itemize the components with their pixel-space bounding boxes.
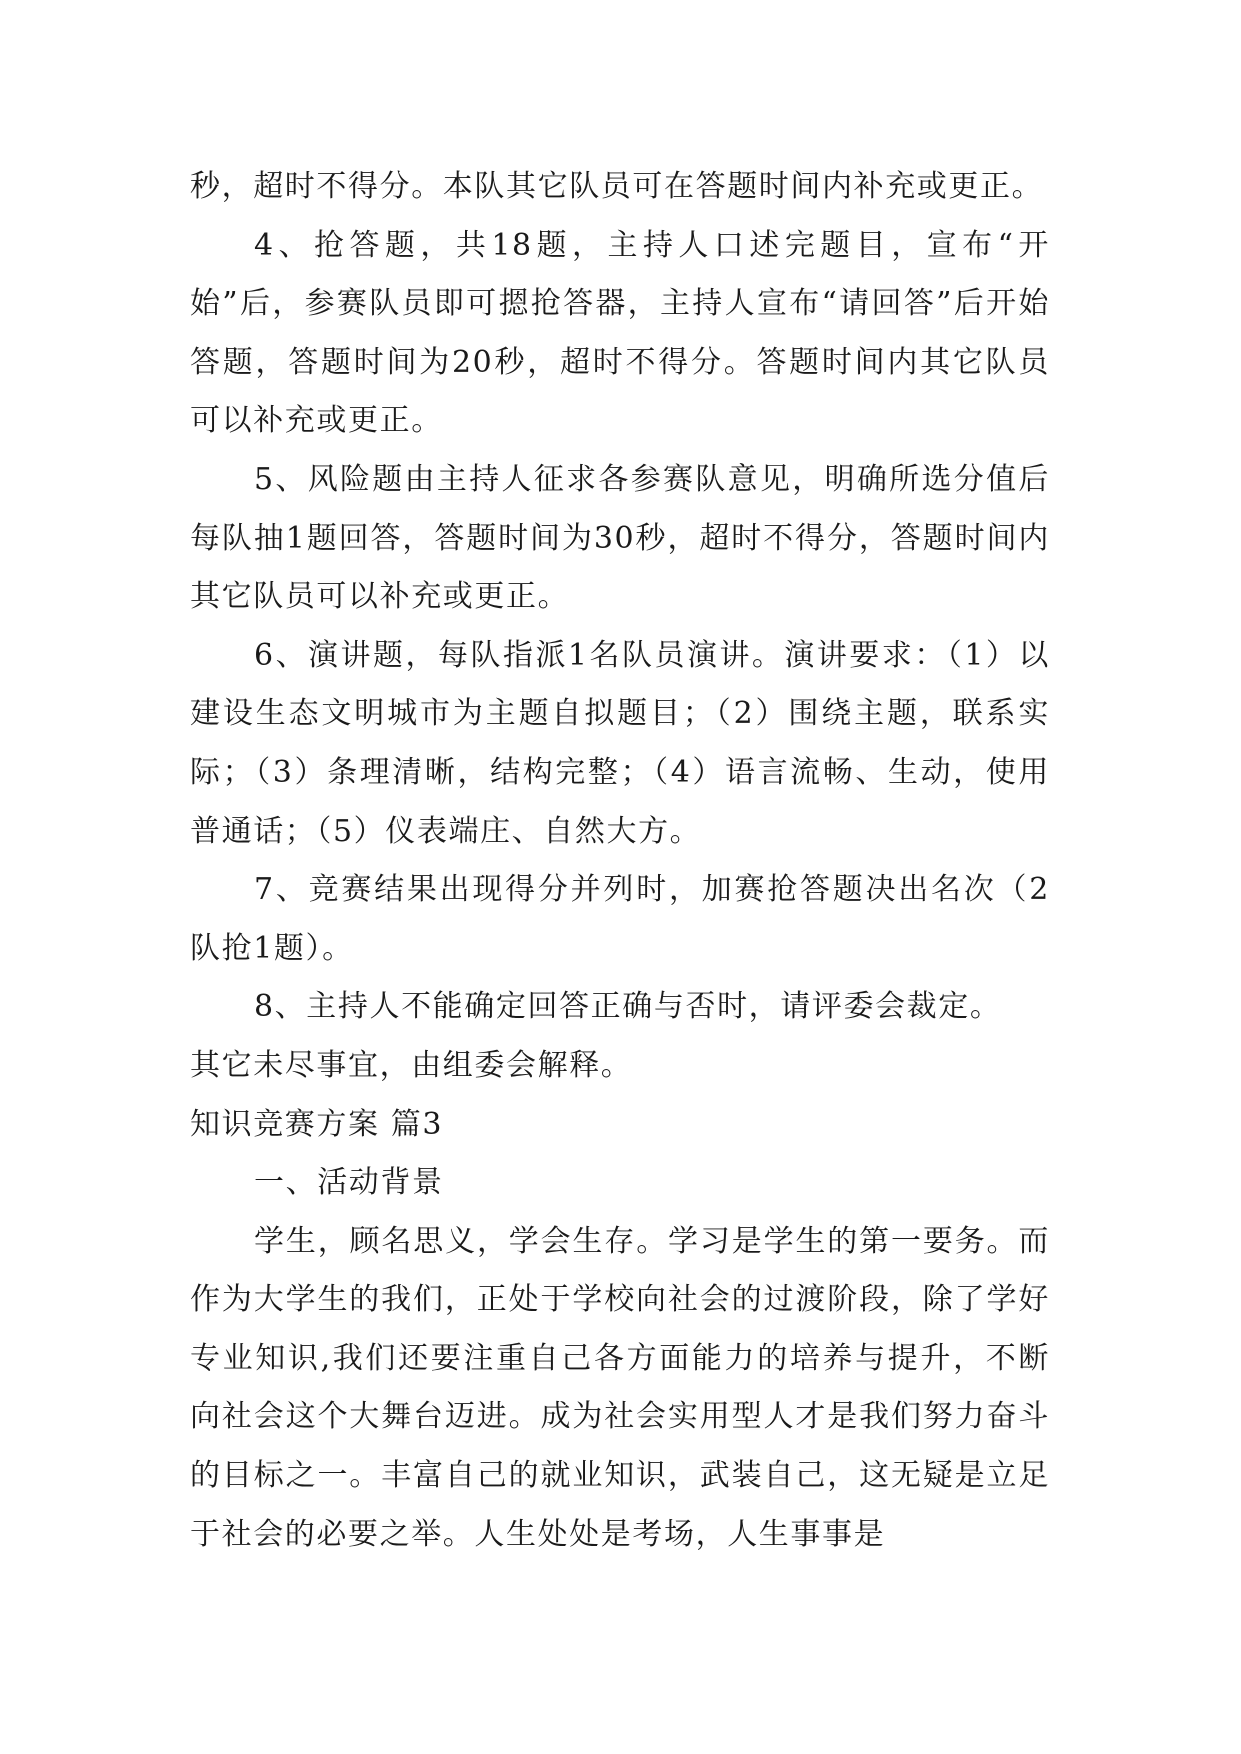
- paragraph-rule-5: 5、风险题由主持人征求各参赛队意见，明确所选分值后每队抽1题回答，答题时间为30秒，超时不得分，答题时间内其它队员可以补充或更正。: [190, 461, 1050, 615]
- paragraph-other-matters: 其它未尽事宜，由组委会解释。: [190, 1047, 633, 1083]
- paragraph-rule-6: 6、演讲题，每队指派1名队员演讲。演讲要求：（1）以建设生态文明城市为主题自拟题目；（2）围绕主题，联系实际；（3）条理清晰，结构完整；（4）语言流畅、生动，使用普通话；（5）仪表端庄、自然大方。: [190, 637, 1050, 849]
- paragraph-activity-background: 学生，顾名思义，学会生存。学习是学生的第一要务。而作为大学生的我们，正处于学校向社会的过渡阶段，除了学好专业知识,我们还要注重自己各方面能力的培养与提升，不断向社会这个大舞台迈进。成为社会实用型人才是我们努力奋斗的目标之一。丰富自己的就业知识，武装自己，这无疑是立足于社会的必要之举。人生处处是考场，人生事事是: [190, 1223, 1050, 1552]
- paragraph-rule-8: 8、主持人不能确定回答正确与否时，请评委会裁定。: [254, 989, 1002, 1025]
- paragraph-rule-3-continuation: 秒，超时不得分。本队其它队员可在答题时间内补充或更正。: [190, 169, 1044, 204]
- section-subheading: 一、活动背景: [254, 1165, 444, 1201]
- paragraph-rule-4: 4、抢答题，共18题，主持人口述完题目，宣布“开始”后，参赛队员即可摁抢答器，主持人宣布“请回答”后开始答题，答题时间为20秒，超时不得分。答题时间内其它队员可以补充或更正。: [190, 227, 1050, 439]
- document-body: [190, 158, 1050, 1564]
- paragraph-rule-7: 7、竞赛结果出现得分并列时，加赛抢答题决出名次（2队抢1题）。: [190, 872, 1050, 966]
- section-title: 知识竞赛方案 篇3: [190, 1106, 444, 1142]
